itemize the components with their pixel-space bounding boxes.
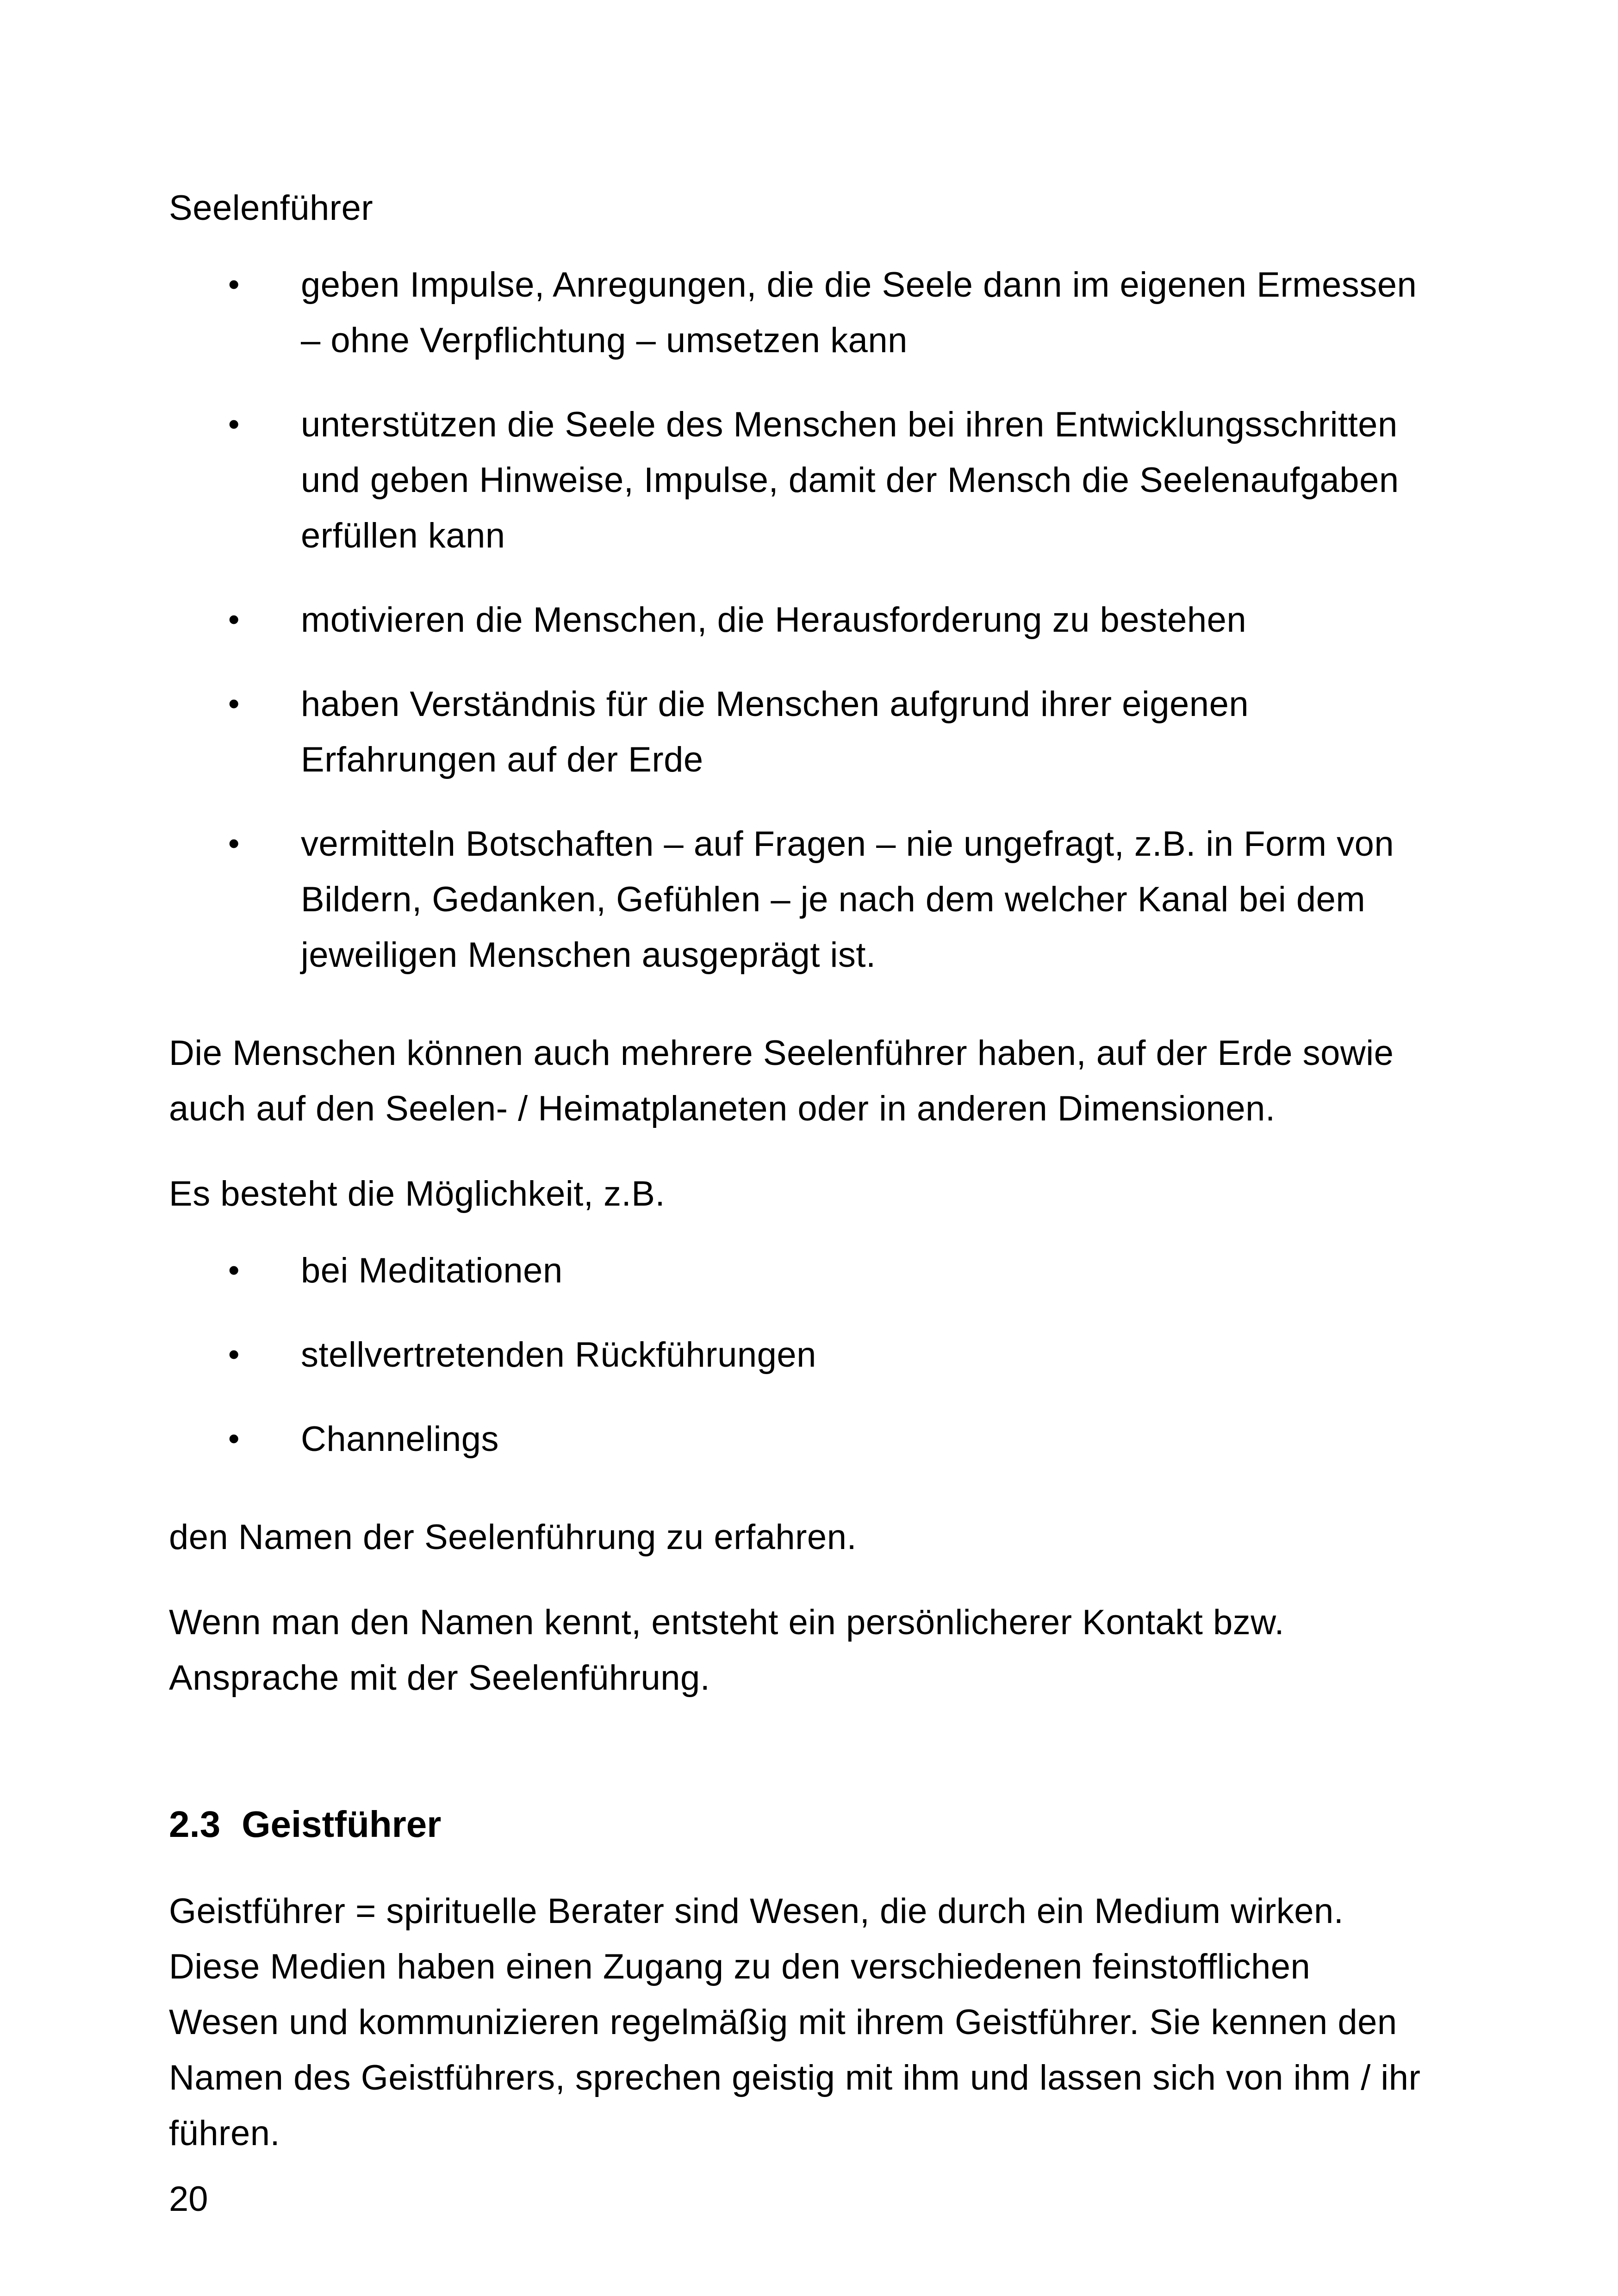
- list-item-text: vermitteln Botschaften – auf Fragen – nie ungefragt, z.B. in Form von Bildern, Gedanken, Gefühlen – je nach dem welcher Kanal bei dem jeweiligen Menschen ausgeprägt ist.: [301, 824, 1394, 975]
- bullet-icon: •: [228, 601, 240, 637]
- paragraph: Geistführer = spirituelle Berater sind Wesen, die durch ein Medium wirken. Diese Medien haben einen Zugang zu den verschiedenen feinstofflichen Wesen und kommunizieren regelmäßig mit ihrem Geistführer. Sie kennen den Namen des Geistführers, sprechen geistig mit ihm und lassen sich von ihm / ihr führen.: [169, 1892, 1421, 2153]
- bullet-icon: •: [228, 1420, 240, 1456]
- paragraph: den Namen der Seelenführung zu erfahren.: [169, 1518, 857, 1557]
- list-item-text: geben Impulse, Anregungen, die die Seele dann im eigenen Ermessen – ohne Verpflichtung – umsetzen kann: [301, 265, 1417, 360]
- list-item-text: bei Meditationen: [301, 1251, 563, 1290]
- list-item: [169, 592, 1424, 648]
- list-item: [169, 1327, 1424, 1383]
- paragraph: Die Menschen können auch mehrere Seelenführer haben, auf der Erde sowie auch auf den Seelen- / Heimatplaneten oder in anderen Dimensionen.: [169, 1033, 1394, 1128]
- bullet-icon: •: [228, 266, 240, 302]
- list-item: [169, 257, 1424, 368]
- bullet-list-moeglichkeiten: [169, 1243, 1424, 1467]
- bullet-icon: •: [228, 1252, 240, 1288]
- list-item: [169, 816, 1424, 983]
- list-item: [169, 1243, 1424, 1299]
- bullet-icon: •: [228, 406, 240, 442]
- bullet-list-seelenfuehrer: [169, 257, 1424, 983]
- list-item: [169, 677, 1424, 788]
- list-item: [169, 397, 1424, 564]
- list-item-text: stellvertretenden Rückführungen: [301, 1335, 816, 1375]
- section-number: 2.3: [169, 1804, 221, 1845]
- list-item-text: motivieren die Menschen, die Herausforderung zu bestehen: [301, 600, 1247, 640]
- bullet-icon: •: [228, 685, 240, 722]
- paragraph: Es besteht die Möglichkeit, z.B.: [169, 1174, 666, 1213]
- list-item-text: haben Verständnis für die Menschen aufgrund ihrer eigenen Erfahrungen auf der Erde: [301, 684, 1249, 779]
- paragraph: Wenn man den Namen kennt, entsteht ein persönlicherer Kontakt bzw. Ansprache mit der Seelenführung.: [169, 1603, 1285, 1698]
- bullet-icon: •: [228, 825, 240, 861]
- list-item: [169, 1412, 1424, 1467]
- bullet-icon: •: [228, 1336, 240, 1372]
- list-item-text: Channelings: [301, 1419, 499, 1459]
- page-number: 20: [169, 2179, 208, 2219]
- section-heading: [169, 1797, 1424, 1852]
- section-title: Geistführer: [242, 1804, 442, 1845]
- list-item-text: unterstützen die Seele des Menschen bei ihren Entwicklungsschritten und geben Hinweise, Impulse, damit der Mensch die Seelenaufgaben erfüllen kann: [301, 405, 1399, 555]
- intro-line: Seelenführer: [169, 188, 373, 228]
